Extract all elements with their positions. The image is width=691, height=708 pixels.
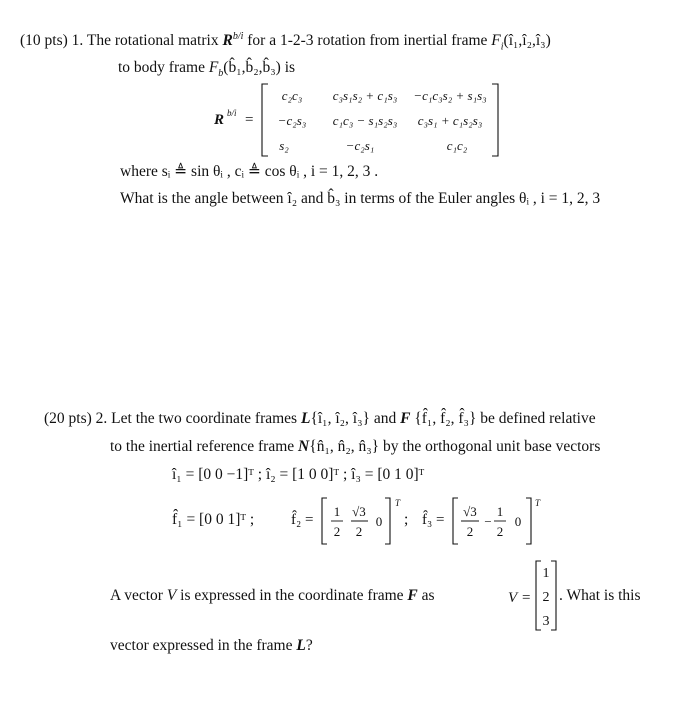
p1-line2-suffix: is [284,59,296,76]
p2-vector-equals: = [522,590,531,606]
p1-m11: c₂c₃ [281,88,303,103]
p1-frame-b: F [208,59,219,76]
p1-m21: −c₂s₃ [277,113,307,128]
p1-line2 [118,59,295,79]
p2-f3-e2-minus: − [484,514,492,529]
p1-m13: −c₁c₃s₂ + s₁s₃ [413,88,487,103]
p2-line1 [44,410,596,428]
p1-matrix-sup: b/i [232,31,244,42]
p2-line1-prefix: (20 pts) 2. Let the two coordinate frames [44,410,298,427]
p1-m23: c₃s₁ + c₁s₂s₃ [417,113,483,128]
p2-f1: f̂₁ = [0 0 1]ᵀ ; [172,511,255,528]
p2-f2-left-bracket [322,498,327,544]
p2-vector-v3: 3 [542,614,550,629]
p1-m12: c₃s₁s₂ + c₁s₃ [332,88,398,103]
p1-m31: s₂ [279,138,289,153]
p2-f3-e1-den: 2 [466,524,474,539]
p2-line2 [110,438,600,456]
p2-vector-right-bracket [551,561,556,630]
p2-vector-suffix: . What is this [559,587,641,604]
p2-f2-vector [291,494,401,548]
p1-matrix-lhs: R [214,112,225,128]
p1-question: What is the angle between î₂ and b̂₃ in terms of the Euler angles θᵢ , i = 1, 2, 3 [120,190,601,207]
p2-f2-transpose: T [395,498,401,508]
p1-frame-i: F [491,32,501,50]
p2-final [110,637,313,655]
p2-vector-prefix: A vector [110,587,163,604]
p2-vector-v1: 1 [542,566,550,581]
p2-frame-F-basis: {f̂₁, f̂₂, f̂₃} [414,410,477,427]
p1-matrix-right-bracket [492,84,498,156]
p2-frame-L: L [300,410,311,427]
p2-vector-frame: F [407,587,418,604]
p2-f3-transpose: T [535,498,541,508]
p2-final-frame: L [296,637,306,654]
p1-frame-b-sub: b [218,68,224,80]
p1-m33: c₁c₂ [446,138,468,153]
p2-f2-right-bracket [385,498,390,544]
p2-and: and [373,410,397,427]
p2-final-text: vector expressed in the frame [110,637,293,654]
p2-vector-symbol: V [166,587,177,604]
p2-f2-e3: 0 [375,514,383,529]
p2-l-vectors: î₁ = [0 0 −1]ᵀ ; î₂ = [1 0 0]ᵀ ; î₃ = [0 1 0]ᵀ [172,466,425,483]
p1-line1-mid: for a 1-2-3 rotation from inertial frame [247,32,488,50]
p1-matrix-lhs-sup: b/i [227,108,237,118]
p1-frame-i-basis: (î₁,î₂,î₃) [503,32,551,50]
p1-line1 [20,31,551,52]
p2-f2-e1-den: 2 [333,524,341,539]
p1-rotation-matrix [210,80,520,160]
p2-vector-line [110,587,435,605]
p1-frame-b-basis: (b̂₁,b̂₂,b̂₃) [223,59,281,76]
p2-vector-V: V [508,590,518,606]
p2-frame-N-basis: {n̂₁, n̂₂, n̂₃} [309,438,380,455]
p2-f3-e2-den: 2 [496,524,504,539]
p2-frame-F: F [400,410,411,427]
p2-line2-suffix: by the orthogonal unit base vectors [382,438,601,455]
p1-line2-prefix: to body frame [118,59,205,76]
p2-f3-e3: 0 [514,514,522,529]
p1-frame-i-sub: i [500,41,504,53]
p1-line1-prefix: (10 pts) 1. The rotational matrix [20,32,219,50]
p2-f3-right-bracket [526,498,531,544]
p2-vector-mid: is expressed in the coordinate frame [180,587,404,604]
p2-f2-label: f̂₂ = [291,512,314,528]
p2-f2-e2-den: 2 [355,524,363,539]
p1-matrix-symbol: R [222,32,233,50]
p2-f3-left-bracket [453,498,458,544]
p2-vector-as: as [421,587,435,604]
p1-matrix-left-bracket [262,84,268,156]
p2-vector-v2: 2 [542,590,550,605]
p1-where: where sᵢ ≜ sin θᵢ , cᵢ ≜ cos θᵢ , i = 1, 2, 3 . [120,163,379,180]
p2-vector-left-bracket [536,561,541,630]
p1-m32: −c₂s₁ [345,138,375,153]
p2-f2-e1-num: 1 [333,504,341,519]
p2-final-q: ? [305,637,313,654]
p2-frame-N: N [298,438,310,455]
p2-line1-suffix: be defined relative [480,410,596,427]
p2-frame-L-basis: {î₁, î₂, î₃} [310,410,370,427]
p1-m22: c₁c₃ − s₁s₂s₃ [332,113,398,128]
p2-f3-vector [422,494,542,548]
p2-vector-column [508,558,558,634]
p2-f3-label: f̂₃ = [422,512,445,528]
p2-f2-e2-num: √3 [352,504,366,519]
p2-f3-e1-num: √3 [463,504,477,519]
p2-f3-e2-num: 1 [496,504,504,519]
p2-line2-prefix: to the inertial reference frame [110,438,295,455]
p2-semicolon: ; [404,511,409,528]
p1-matrix-equals: = [245,112,254,128]
